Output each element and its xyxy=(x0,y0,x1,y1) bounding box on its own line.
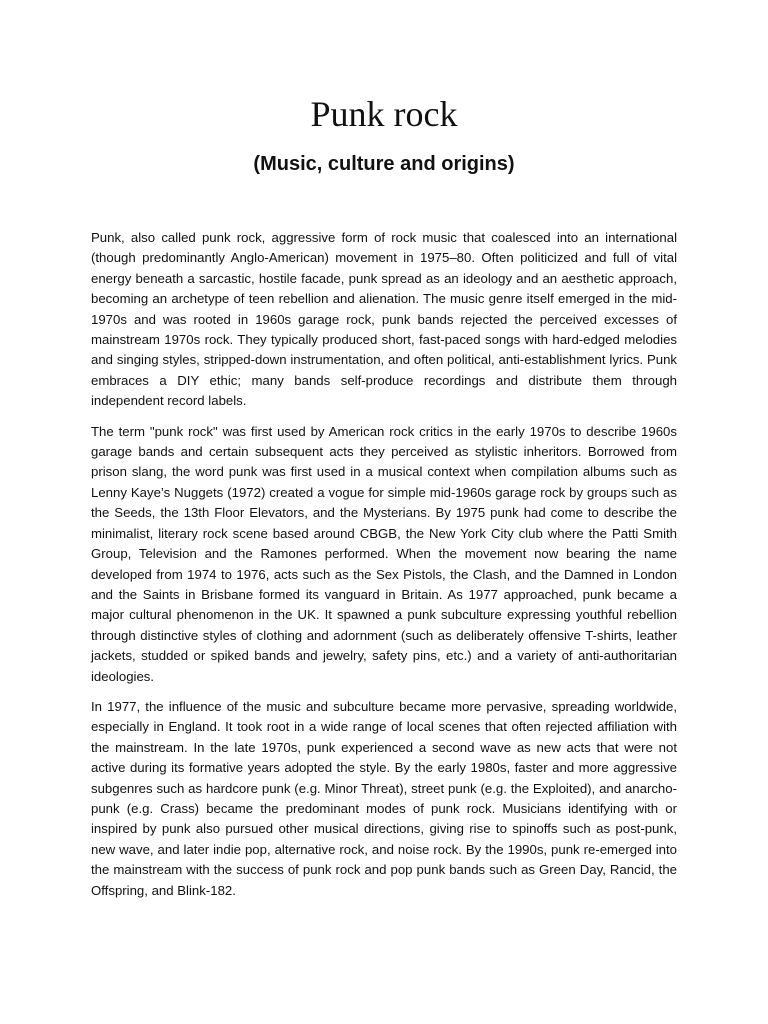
paragraph-1: Punk, also called punk rock, aggressive form of rock music that coalesced into an international (though predominantly Anglo-American) movement in 1975–80. Often politicized and full of vital energy beneath a sarcastic, hostile facade, punk spread as an ideology and an aesthetic approach, becoming an archetype of teen rebellion and alienation. The music genre itself emerged in the mid-1970s and was rooted in 1960s garage rock, punk bands rejected the perceived excesses of mainstream 1970s rock. They typically produced short, fast-paced songs with hard-edged melodies and singing styles, stripped-down instrumentation, and often political, anti-establishment lyrics. Punk embraces a DIY ethic; many bands self-produce recordings and distribute them through independent record labels. xyxy=(91,230,677,409)
document-subtitle: (Music, culture and origins) xyxy=(253,153,515,175)
paragraph-2: The term "punk rock" was first used by American rock critics in the early 1970s to describe 1960s garage bands and certain subsequent acts they perceived as stylistic inheritors. Borrowed from prison slang, the word punk was first used in a musical context when compilation albums such as Lenny Kaye’s Nuggets (1972) created a vogue for simple mid-1960s garage rock by groups such as the Seeds, the 13th Floor Elevators, and the Mysterians. By 1975 punk had come to describe the minimalist, literary rock scene based around CBGB, the New York City club where the Patti Smith Group, Television and the Ramones performed. When the movement now bearing the name developed from 1974 to 1976, acts such as the Sex Pistols, the Clash, and the Damned in London and the Saints in Brisbane formed its vanguard in Britain. As 1977 approached, punk became a major cultural phenomenon in the UK. It spawned a punk subculture expressing youthful rebellion through distinctive styles of clothing and adornment (such as deliberately offensive T-shirts, leather jackets, studded or spiked bands and jewelry, safety pins, etc.) and a variety of anti-authoritarian ideologies. xyxy=(91,423,677,684)
document-body xyxy=(91,228,677,911)
paragraph-3: In 1977, the influence of the music and subculture became more pervasive, spreading worldwide, especially in England. It took root in a wide range of local scenes that often rejected affiliation with the mainstream. In the late 1970s, punk experienced a second wave as new acts that were not active during its formative years adopted the style. By the early 1980s, faster and more aggressive subgenres such as hardcore punk (e.g. Minor Threat), street punk (e.g. the Exploited), and anarcho-punk (e.g. Crass) became the predominant modes of punk rock. Musicians identifying with or inspired by punk also pursued other musical directions, giving rise to spinoffs such as post-punk, new wave, and later indie pop, alternative rock, and noise rock. By the 1990s, punk re-emerged into the mainstream with the success of punk rock and pop punk bands such as Green Day, Rancid, the Offspring, and Blink-182. xyxy=(91,698,677,898)
document-title: Punk rock xyxy=(310,94,458,134)
